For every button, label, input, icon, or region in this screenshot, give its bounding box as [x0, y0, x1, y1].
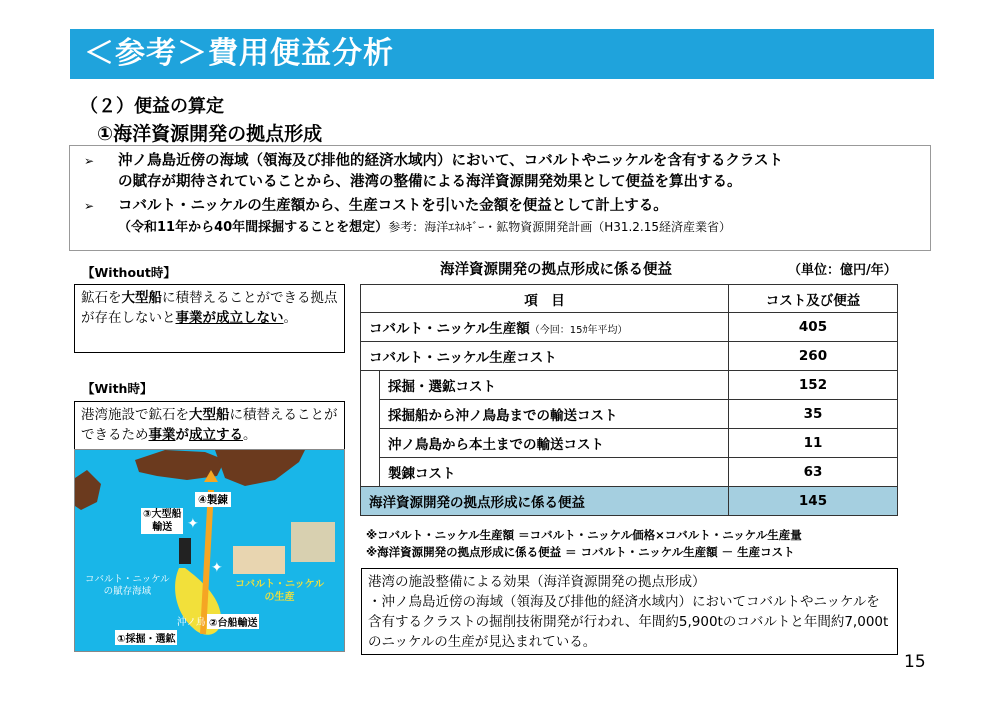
sub-row-value: 152: [729, 371, 898, 400]
sparkle-icon: ✦: [187, 516, 199, 532]
table-row: [361, 400, 898, 429]
table-title: 海洋資源開発の拠点形成に係る便益: [440, 262, 672, 278]
map-label-okinotorishima: 沖ノ鳥: [177, 617, 206, 628]
table-total-row: [361, 487, 898, 516]
page-number: 15: [904, 652, 926, 672]
table-row: [361, 429, 898, 458]
map-label-step4: ④製錬: [195, 492, 231, 507]
effect-body: ・沖ノ鳥島近傍の海域（領海及び排他的経済水域内）においてコバルトやニッケルを含有するクラストの掘削技術開発が行われ、年間約5,900tのコバルトと年間約7,000tのニッケルの生産が見込まれている。: [368, 594, 889, 650]
mining-period-note: （令和11年から40年間採掘することを想定）: [118, 220, 389, 235]
header-item: 項 目: [361, 285, 729, 313]
benefit-table: [360, 284, 898, 516]
table-row: [361, 371, 898, 400]
row-cost-label: コバルト・ニッケル生産コスト: [361, 342, 729, 371]
intro-bullet-2: [80, 196, 920, 217]
total-value: 145: [729, 487, 898, 516]
map-label-production: コバルト・ニッケル の生産: [235, 579, 325, 603]
intro-bullet-1-cont: [80, 172, 920, 193]
footnote-1: ※コバルト・ニッケル生産額 ＝コバルト・ニッケル価格×コバルト・ニッケル生産量: [366, 528, 802, 542]
section-heading: （２）便益の算定: [80, 96, 224, 117]
map-label-cobalt-area: コバルト・ニッケル の賦存海域: [85, 574, 170, 597]
ship-icon: [179, 538, 191, 564]
row-production-label: コバルト・ニッケル生産額（今回：15ｶ年平均）: [361, 313, 729, 342]
table-row: [361, 458, 898, 487]
sub-row-label: 製錬コスト: [380, 458, 729, 487]
ore-photo: [233, 546, 285, 574]
total-label: 海洋資源開発の拠点形成に係る便益: [361, 487, 729, 516]
sub-row-value: 63: [729, 458, 898, 487]
map-label-step2: ②台船輸送: [207, 614, 259, 629]
intro-bullet-1-line1: 沖ノ鳥島近傍の海域（領海及び排他的経済水域内）において、コバルトやニッケルを含有するクラスト: [118, 153, 783, 169]
intro-box: [69, 145, 931, 251]
table-unit: （単位：億円/年）: [788, 263, 897, 278]
sparkle-icon: ✦: [211, 560, 223, 576]
without-label: 【Without時】: [82, 265, 176, 280]
metal-photo: [291, 522, 335, 562]
sub-row-label: 採掘・選鉱コスト: [380, 371, 729, 400]
with-label: 【With時】: [82, 381, 153, 396]
table-header-row: [361, 285, 898, 313]
intro-bullet-2-line1: コバルト・ニッケルの生産額から、生産コストを引いた金額を便益として計上する。: [118, 198, 668, 214]
page-title: ＜参考＞費用便益分析: [70, 29, 934, 79]
row-cost-value: 260: [729, 342, 898, 371]
map-label-step1: ①採掘・選鉱: [115, 630, 177, 645]
with-box: 港湾施設で鉱石を大型船に積替えることができるため事業が成立する。: [74, 401, 345, 449]
intro-bullet-1-line2: の賦存が期待されていることから、港湾の整備による海洋資源開発効果として便益を算出する。: [118, 174, 742, 190]
effect-title: 港湾の施設整備による効果（海洋資源開発の拠点形成）: [368, 574, 706, 590]
row-production-value: 405: [729, 313, 898, 342]
bullet-arrow-icon: ➢: [84, 199, 95, 213]
sub-row-label: 採掘船から沖ノ鳥島までの輸送コスト: [380, 400, 729, 429]
map-label-step3: ③大型船 輸送: [143, 509, 182, 533]
intro-bullet-1: [80, 151, 920, 172]
sub-row-value: 35: [729, 400, 898, 429]
subsection-heading: ①海洋資源開発の拠点形成: [97, 123, 323, 145]
map-illustration: [74, 449, 345, 652]
header-value: コスト及び便益: [729, 285, 898, 313]
sub-row-label: 沖ノ鳥島から本土までの輸送コスト: [380, 429, 729, 458]
reference-note: 参考：海洋ｴﾈﾙｷﾞｰ・鉱物資源開発計画（H31.2.15経済産業省）: [388, 220, 732, 234]
table-row: [361, 313, 898, 342]
effect-box: [361, 568, 898, 655]
footnote-2: ※海洋資源開発の拠点形成に係る便益 ＝ コバルト・ニッケル生産額 － 生産コスト: [366, 545, 795, 559]
intro-sub-note: [80, 217, 920, 238]
table-row: [361, 342, 898, 371]
without-box: 鉱石を大型船に積替えることができる拠点が存在しないと事業が成立しない。: [74, 284, 345, 353]
sub-row-value: 11: [729, 429, 898, 458]
bullet-arrow-icon: ➢: [84, 154, 95, 168]
